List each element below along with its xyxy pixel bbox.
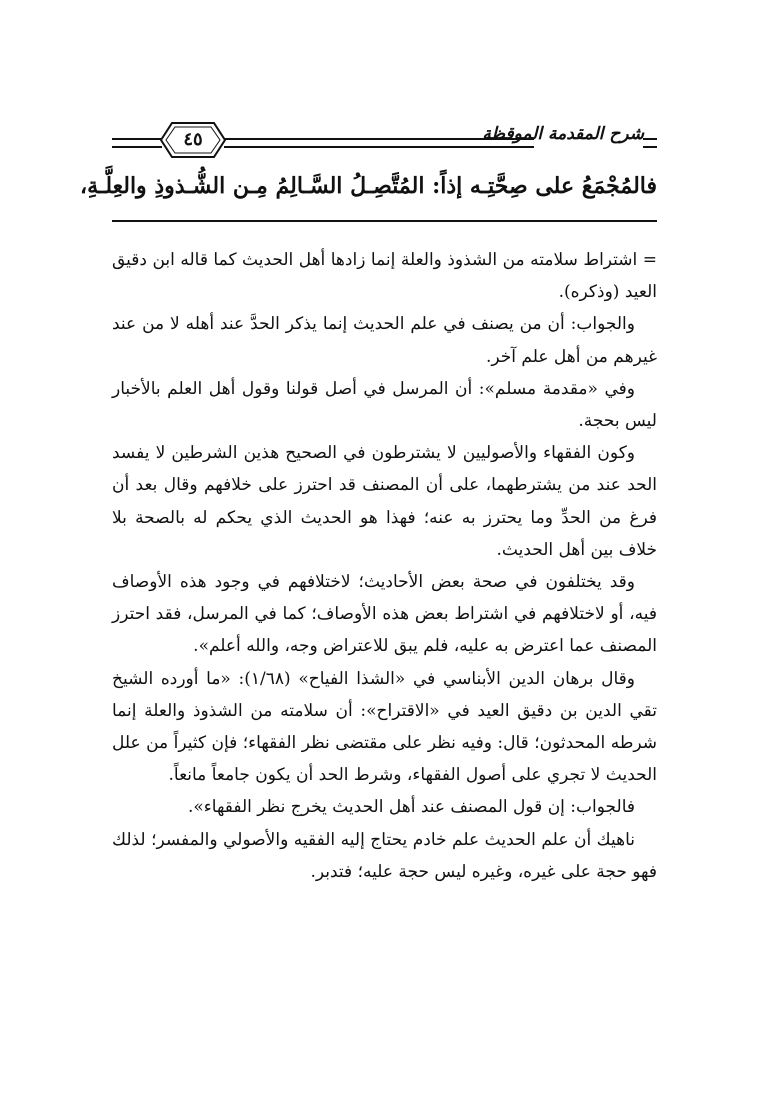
paragraph: والجواب: أن من يصنف في علم الحديث إنما يذكر الحدَّ عند أهله لا من عند غيرهم من أهل علم آخر. — [112, 314, 657, 367]
running-header — [112, 116, 657, 172]
verse-line: فالمُجْمَعُ على صِحَّتِـه إذاً: المُتَّصِـلُ السَّـالِمُ مِـن الشُّـذوذِ والعِلَّـةِ، — [80, 173, 657, 199]
paragraph: ناهيك أن علم الحديث علم خادم يحتاج إليه الفقيه والأصولي والمفسر؛ لذلك فهو حجة على غيره، وغيره ليس حجة عليه؛ فتدبر. — [112, 829, 657, 882]
verse-rule — [112, 220, 657, 222]
paragraph: فالجواب: إن قول المصنف عند أهل الحديث يخرج نظر الفقهاء». — [187, 797, 635, 818]
paragraph: وكون الفقهاء والأصوليين لا يشترطون في الصحيح هذين الشرطين لا يفسد الحد عند من يشترطهما، على أن المصنف قد احترز على خلافهم وقال بعد أن فرغ من الحدِّ وما يحترز به عنه؛ فهذا هو الحديث الذي يحكم له بالصحة بلا خلاف بين أهل الحديث. — [112, 443, 657, 560]
paragraph: = اشتراط سلامته من الشذوذ والعلة إنما زادها أهل الحديث كما قاله ابن دقيق العيد (وذكره). — [112, 250, 657, 303]
header-rule-left — [112, 138, 162, 148]
body-text — [112, 244, 657, 888]
paragraph: وفي «مقدمة مسلم»: أن المرسل في أصل قولنا وقول أهل العلم بالأخبار ليس بحجة. — [112, 378, 657, 432]
page-number-badge — [158, 120, 228, 160]
paragraph: وقد يختلفون في صحة بعض الأحاديث؛ لاختلافهم في وجود هذه الأوصاف فيه، أو لاختلافهم في اشتراط بعض هذه الأوصاف؛ كما في المرسل، فقد احترز المصنف عما اعترض به عليه، فلم يبق للاعتراض وجه، والله أعلم». — [112, 572, 657, 657]
page-number: ٤٥ — [183, 129, 203, 150]
paragraph: وقال برهان الدين الأبناسي في «الشذا الفياح» (١/٦٨): «ما أورده الشيخ تقي الدين بن دقيق العيد في «الاقتراح»: أن سلامته من الشذوذ والعلة إنما شرطه المحدثون؛ قال: وفيه نظر على مقتضى نظر الفقهاء؛ فإن كثيراً من علل الحديث لا تجري على أصول الفقهاء، وشرط الحد أن يكون جامعاً مانعاً. — [112, 668, 657, 786]
running-title: شرح المقدمة الموقظة — [482, 124, 644, 144]
header-rule-right — [643, 138, 657, 148]
